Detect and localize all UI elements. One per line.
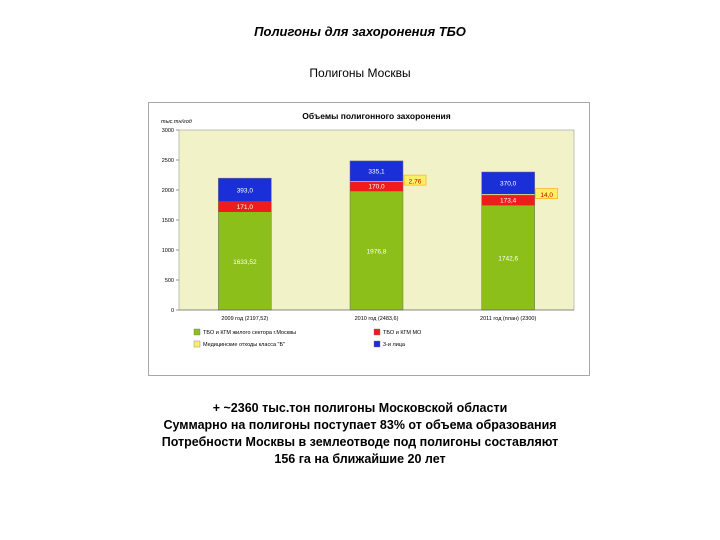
legend-label: Медицинские отходы класса "Б" (203, 342, 286, 348)
chart-title: Объемы полигонного захоронения (302, 111, 451, 121)
summary-line-3: Потребности Москвы в землеотводе под полигоны составляют (161, 435, 559, 449)
legend-label: 3-и лица (383, 342, 405, 348)
legend-swatch (194, 341, 200, 347)
data-label: 14,0 (540, 192, 553, 200)
y-tick-label: 1000 (161, 248, 174, 254)
data-label: 335,1 (368, 168, 385, 176)
slide-subtitle: Полигоны Москвы (309, 66, 411, 80)
slide-title: Полигоны для захоронения ТБО (254, 24, 466, 39)
y-tick-label: 1500 (161, 218, 174, 224)
x-tick-label: 2011 год (план) (2300) (480, 316, 537, 322)
x-tick-label: 2010 год (2483,6) (354, 316, 399, 322)
data-label: 1976,8 (366, 248, 387, 256)
chart-frame (148, 102, 590, 376)
legend-label: ТБО и КГМ жилого сектора г.Москвы (203, 330, 297, 336)
data-label: 1742,6 (498, 255, 519, 263)
legend-label: ТБО и КГМ МО (383, 330, 422, 336)
y-tick-label: 2000 (161, 188, 174, 194)
data-label: 170,0 (368, 183, 385, 191)
y-axis-label: тыс.тн/год (161, 119, 192, 125)
legend-swatch (374, 341, 380, 347)
summary-line-1: + ~2360 тыс.тон полигоны Московской области (212, 401, 508, 415)
x-tick-label: 2009 год (2197,52) (221, 316, 269, 322)
data-label: 1633,52 (233, 258, 257, 266)
summary-text (0, 400, 720, 468)
y-tick-label: 500 (164, 278, 174, 284)
data-label: 171,0 (236, 204, 253, 212)
legend-swatch (374, 329, 380, 335)
y-tick-label: 3000 (161, 128, 174, 134)
summary-line-4: 156 га на ближайшие 20 лет (274, 452, 446, 466)
bar-segment (350, 181, 403, 182)
data-label: 370,0 (500, 180, 517, 188)
y-tick-label: 0 (170, 308, 174, 314)
data-label: 2,76 (408, 178, 422, 186)
data-label: 393,0 (236, 187, 253, 195)
bar-segment (482, 194, 535, 195)
y-tick-label: 2500 (161, 158, 174, 164)
data-label: 173,4 (500, 197, 517, 205)
bar-chart (149, 103, 589, 375)
legend-swatch (194, 329, 200, 335)
summary-line-2: Суммарно на полигоны поступает 83% от объема образования (163, 418, 557, 432)
